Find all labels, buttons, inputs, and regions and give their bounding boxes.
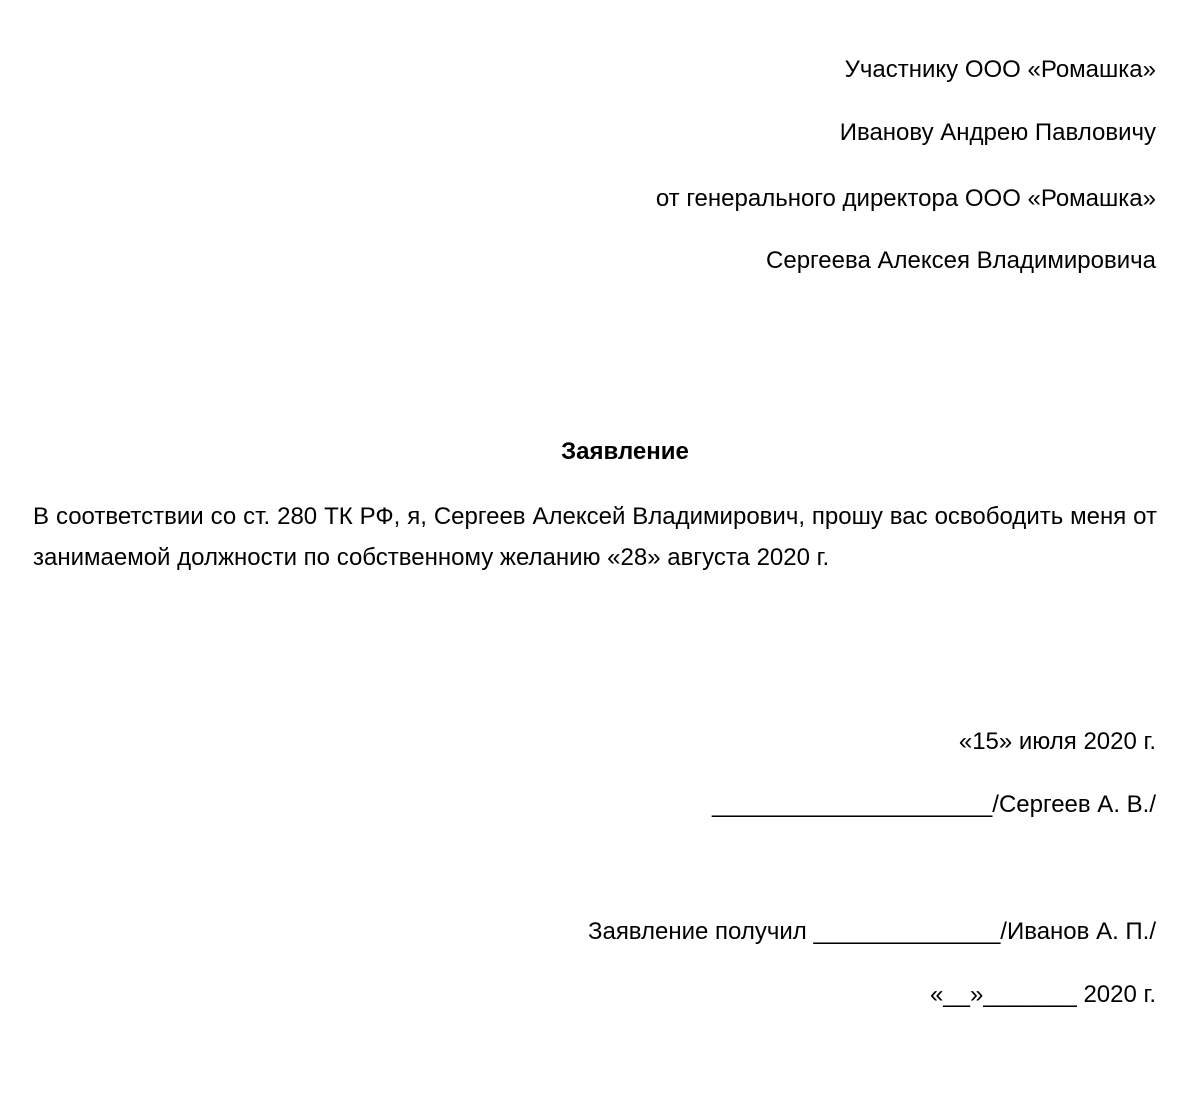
sender-position: от генерального директора ООО «Ромашка» [655, 185, 1156, 212]
document-title: Заявление [561, 438, 689, 465]
received-date: «__»_______ 2020 г. [929, 981, 1156, 1008]
recipient-name: Иванову Андрею Павловичу [839, 119, 1156, 146]
recipient-line: Участнику ООО «Ромашка» [844, 56, 1156, 83]
statement-date: «15» июля 2020 г. [958, 728, 1156, 755]
received-by-signature: Заявление получил ______________/Иванов А. П./ [587, 918, 1156, 945]
statement-body: В соответствии со ст. 280 ТК РФ, я, Сергеев Алексей Владимирович, прошу вас освободить меня от занимаемой должности по собственному желанию «28» августа 2020 г. [33, 503, 1157, 571]
applicant-signature: _____________________/Сергеев А. В./ [711, 791, 1156, 818]
sender-name: Сергеева Алексея Владимировича [766, 247, 1156, 274]
